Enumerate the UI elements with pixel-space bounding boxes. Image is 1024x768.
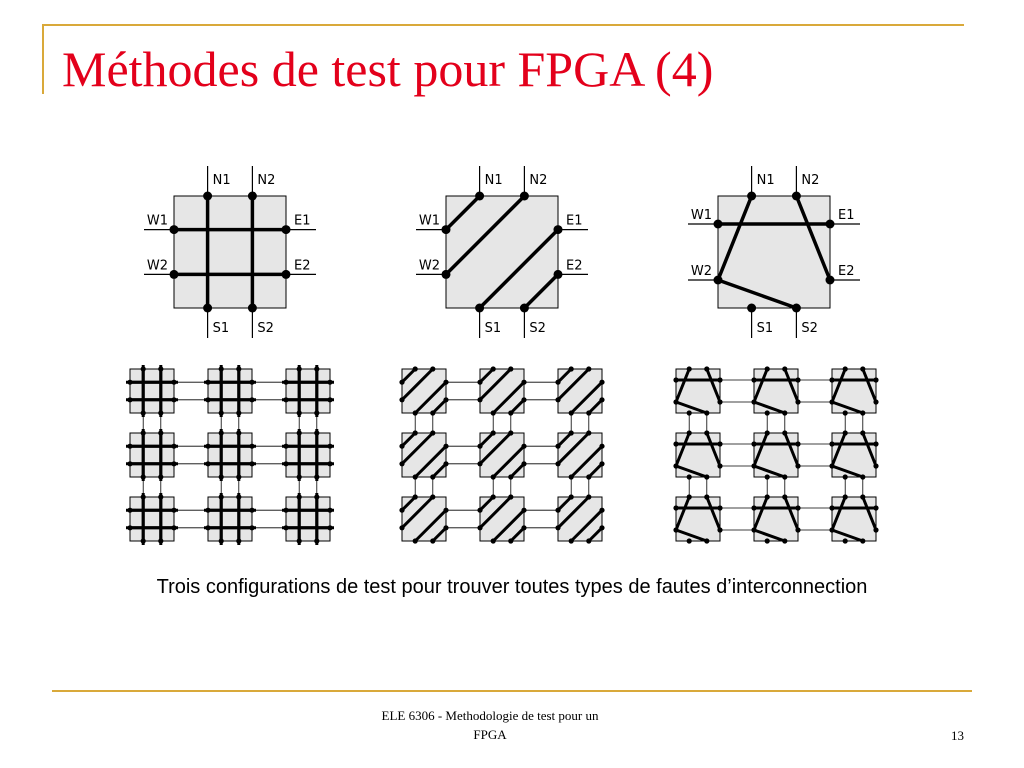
array-port-dot [569,366,574,371]
array-port-dot [717,441,722,446]
port-label-n1: N1 [212,173,231,188]
port-label-s1: S1 [484,321,502,336]
array-port-dot [687,474,692,479]
array-port-dot [765,474,770,479]
array-port-dot [555,380,560,385]
array-port-dot [127,461,132,466]
logic-block [718,196,830,308]
array-port-dot [413,430,418,435]
array-port-dot [586,474,591,479]
array-port-dot [297,410,302,415]
port-dot-w2 [442,270,451,279]
array-port-dot [508,494,513,499]
array-port-dot [673,377,678,382]
array-port-dot [236,366,241,371]
array-port-dot [399,397,404,402]
array-port-dot [795,377,800,382]
port-label-s1: S1 [212,321,230,336]
array-port-dot [569,538,574,543]
array-port-dot [687,538,692,543]
array-port-dot [687,410,692,415]
array-port-dot [599,380,604,385]
array-port-dot [586,410,591,415]
array-port-dot [141,410,146,415]
array-port-dot [843,538,848,543]
array-block [130,497,174,541]
port-label-w1: W1 [146,213,168,229]
array-port-dot [704,474,709,479]
array-block [676,433,720,477]
array-port-dot [205,397,210,402]
array-port-dot [249,444,254,449]
port-dot-w1 [714,220,723,229]
array-port-dot [860,494,865,499]
page-number: 13 [951,728,964,743]
array-port-dot [569,430,574,435]
port-label-n2: N2 [529,173,548,188]
array-port-dot [219,538,224,543]
array-port-dot [249,508,254,513]
port-dot-s2 [248,304,257,313]
port-dot-e1 [282,225,291,234]
port-label-s2: S2 [801,321,818,336]
array-block [208,369,252,413]
array-port-dot [443,508,448,513]
array-block [832,433,876,477]
port-dot-e1 [826,220,835,229]
array-port-dot [158,474,163,479]
array-port-dot [399,508,404,513]
array-port-dot [717,463,722,468]
array-port-dot [673,527,678,532]
array-port-dot [508,366,513,371]
port-dot-w2 [170,270,179,279]
array-port-dot [521,444,526,449]
array-port-dot [205,525,210,530]
array-port-dot [569,410,574,415]
array-block [832,369,876,413]
array-port-dot [158,494,163,499]
array-block [676,369,720,413]
array-port-dot [843,410,848,415]
array-block [130,369,174,413]
array-port-dot [219,494,224,499]
array-port-dot [477,461,482,466]
port-dot-n1 [747,192,756,201]
array-port-dot [236,410,241,415]
array-port-dot [443,397,448,402]
array-port-dot [873,377,878,382]
array-port-dot [327,444,332,449]
array-port-dot [491,474,496,479]
array-block [832,497,876,541]
array-port-dot [765,538,770,543]
array-port-dot [782,366,787,371]
port-dot-s2 [520,304,529,313]
array-port-dot [219,366,224,371]
array-port-dot [477,525,482,530]
array-port-dot [521,525,526,530]
array-port-dot [327,397,332,402]
array-port-dot [283,525,288,530]
port-dot-n2 [248,192,257,201]
array-port-dot [430,410,435,415]
array-port-dot [283,380,288,385]
array-port-dot [127,397,132,402]
array-port-dot [158,410,163,415]
port-dot-w1 [442,225,451,234]
array-port-dot [673,399,678,404]
array-port-dot [873,441,878,446]
array-port-dot [399,525,404,530]
port-label-s2: S2 [529,321,546,336]
array-port-dot [283,461,288,466]
array-port-dot [236,494,241,499]
port-label-e2: E2 [294,258,311,274]
port-dot-e2 [826,276,835,285]
array-port-dot [586,430,591,435]
array-port-dot [586,538,591,543]
port-label-w1: W1 [418,213,440,229]
port-dot-s2 [792,304,801,313]
array-port-dot [795,505,800,510]
array-port-dot [751,399,756,404]
array-block [286,433,330,477]
port-label-e1: E1 [294,213,311,229]
array-port-dot [751,527,756,532]
port-dot-w1 [170,225,179,234]
port-label-n1: N1 [484,173,503,188]
array-block [286,497,330,541]
array-port-dot [829,399,834,404]
array-port-dot [717,377,722,382]
config-diagonal-array [399,366,604,543]
array-port-dot [297,430,302,435]
port-label-s1: S1 [756,321,774,336]
array-port-dot [687,430,692,435]
array-port-dot [314,538,319,543]
array-port-dot [443,444,448,449]
port-label-e2: E2 [838,264,855,279]
port-label-e2: E2 [566,258,583,274]
footer-line-2: FPGA [473,727,507,742]
array-port-dot [508,538,513,543]
array-port-dot [399,380,404,385]
array-port-dot [297,538,302,543]
array-port-dot [829,463,834,468]
array-port-dot [413,366,418,371]
port-label-w2: W2 [418,258,440,274]
array-port-dot [843,474,848,479]
array-port-dot [141,430,146,435]
array-port-dot [127,525,132,530]
config-crossed-detail [688,166,860,338]
port-dot-e2 [282,270,291,279]
port-dot-n1 [475,192,484,201]
port-label-w2: W2 [146,258,168,274]
config-crossed-array [673,366,878,543]
array-port-dot [249,397,254,402]
array-port-dot [508,474,513,479]
array-port-dot [751,463,756,468]
array-port-dot [171,397,176,402]
array-port-dot [491,366,496,371]
array-port-dot [782,430,787,435]
array-port-dot [314,494,319,499]
array-port-dot [829,377,834,382]
array-port-dot [704,538,709,543]
array-block [754,497,798,541]
array-port-dot [171,444,176,449]
array-port-dot [477,380,482,385]
array-port-dot [765,430,770,435]
array-port-dot [829,505,834,510]
array-port-dot [314,430,319,435]
array-port-dot [599,508,604,513]
port-label-s2: S2 [257,321,274,336]
array-port-dot [555,525,560,530]
array-port-dot [283,508,288,513]
array-port-dot [508,430,513,435]
port-dot-w2 [714,276,723,285]
footer-line-1: ELE 6306 - Methodologie de test pour un [381,708,599,723]
port-dot-s1 [475,304,484,313]
array-port-dot [569,494,574,499]
port-dot-e1 [554,225,563,234]
array-block [208,433,252,477]
array-port-dot [673,441,678,446]
array-port-dot [673,463,678,468]
array-port-dot [751,441,756,446]
array-port-dot [171,380,176,385]
array-port-dot [599,397,604,402]
array-port-dot [795,399,800,404]
port-dot-n1 [203,192,212,201]
array-block [130,433,174,477]
array-port-dot [491,494,496,499]
array-port-dot [314,474,319,479]
array-port-dot [586,366,591,371]
array-port-dot [599,525,604,530]
array-port-dot [795,463,800,468]
array-port-dot [569,474,574,479]
array-port-dot [782,538,787,543]
array-port-dot [521,461,526,466]
array-port-dot [477,444,482,449]
array-port-dot [283,397,288,402]
array-port-dot [782,410,787,415]
array-port-dot [249,525,254,530]
array-port-dot [430,430,435,435]
array-port-dot [795,527,800,532]
array-port-dot [327,461,332,466]
array-port-dot [283,444,288,449]
array-port-dot [297,494,302,499]
array-port-dot [297,474,302,479]
figure-caption: Trois configurations de test pour trouver toutes types de fautes d’interconnection [156,576,868,598]
array-port-dot [704,494,709,499]
array-port-dot [873,527,878,532]
array-port-dot [314,366,319,371]
array-port-dot [860,430,865,435]
array-block [286,369,330,413]
port-label-w1: W1 [690,208,712,223]
array-port-dot [158,538,163,543]
array-port-dot [843,366,848,371]
array-port-dot [219,430,224,435]
array-port-dot [327,525,332,530]
slide-title: Méthodes de test pour FPGA (4) [62,41,714,97]
array-port-dot [491,430,496,435]
array-port-dot [413,410,418,415]
port-dot-e2 [554,270,563,279]
array-port-dot [413,474,418,479]
array-port-dot [430,366,435,371]
array-port-dot [795,441,800,446]
array-block [208,497,252,541]
array-port-dot [127,444,132,449]
array-port-dot [205,380,210,385]
port-dot-s1 [747,304,756,313]
array-port-dot [141,474,146,479]
array-port-dot [687,366,692,371]
array-port-dot [521,508,526,513]
array-port-dot [236,430,241,435]
array-port-dot [171,461,176,466]
array-port-dot [249,380,254,385]
array-port-dot [127,508,132,513]
array-port-dot [717,527,722,532]
array-port-dot [860,410,865,415]
array-port-dot [599,461,604,466]
array-port-dot [829,441,834,446]
array-port-dot [765,410,770,415]
array-port-dot [860,538,865,543]
array-port-dot [205,444,210,449]
array-port-dot [141,366,146,371]
port-dot-n2 [520,192,529,201]
port-label-n2: N2 [257,173,276,188]
array-port-dot [249,461,254,466]
array-port-dot [521,380,526,385]
array-port-dot [829,527,834,532]
array-port-dot [751,377,756,382]
array-block [754,369,798,413]
footer-rule [52,690,972,692]
array-port-dot [477,397,482,402]
array-port-dot [141,494,146,499]
array-port-dot [843,494,848,499]
port-dot-n2 [792,192,801,201]
array-port-dot [751,505,756,510]
array-port-dot [843,430,848,435]
array-port-dot [765,494,770,499]
array-port-dot [236,538,241,543]
port-label-w2: W2 [690,264,712,279]
port-dot-s1 [203,304,212,313]
array-port-dot [314,410,319,415]
array-port-dot [236,474,241,479]
array-port-dot [717,399,722,404]
array-port-dot [399,461,404,466]
array-port-dot [327,508,332,513]
array-port-dot [327,380,332,385]
array-port-dot [205,508,210,513]
array-port-dot [413,538,418,543]
port-label-n2: N2 [801,173,820,188]
array-port-dot [413,494,418,499]
array-port-dot [443,380,448,385]
array-port-dot [599,444,604,449]
array-port-dot [765,366,770,371]
array-port-dot [477,508,482,513]
array-port-dot [141,538,146,543]
array-port-dot [297,366,302,371]
array-port-dot [219,410,224,415]
footer-text [340,706,640,744]
array-port-dot [687,494,692,499]
port-label-e1: E1 [566,213,583,229]
array-port-dot [782,494,787,499]
array-port-dot [704,430,709,435]
port-label-e1: E1 [838,208,855,223]
config-orthogonal-detail [144,166,316,338]
array-port-dot [399,444,404,449]
array-port-dot [508,410,513,415]
array-port-dot [127,380,132,385]
array-port-dot [555,508,560,513]
array-port-dot [704,410,709,415]
array-block [754,433,798,477]
array-port-dot [443,461,448,466]
array-port-dot [586,494,591,499]
array-port-dot [430,474,435,479]
array-port-dot [555,397,560,402]
array-port-dot [158,366,163,371]
array-port-dot [171,508,176,513]
array-port-dot [443,525,448,530]
array-port-dot [205,461,210,466]
array-block [676,497,720,541]
array-port-dot [873,463,878,468]
array-port-dot [430,494,435,499]
array-port-dot [521,397,526,402]
config-diagonal-detail [416,166,588,338]
array-port-dot [491,538,496,543]
array-port-dot [873,399,878,404]
array-port-dot [158,430,163,435]
array-port-dot [860,366,865,371]
array-port-dot [860,474,865,479]
array-port-dot [430,538,435,543]
array-port-dot [491,410,496,415]
array-port-dot [171,525,176,530]
logic-block [174,196,286,308]
config-orthogonal-array [126,365,334,545]
array-port-dot [704,366,709,371]
array-port-dot [782,474,787,479]
array-port-dot [555,444,560,449]
array-port-dot [873,505,878,510]
port-label-n1: N1 [756,173,775,188]
array-port-dot [717,505,722,510]
array-port-dot [555,461,560,466]
array-port-dot [673,505,678,510]
array-port-dot [219,474,224,479]
